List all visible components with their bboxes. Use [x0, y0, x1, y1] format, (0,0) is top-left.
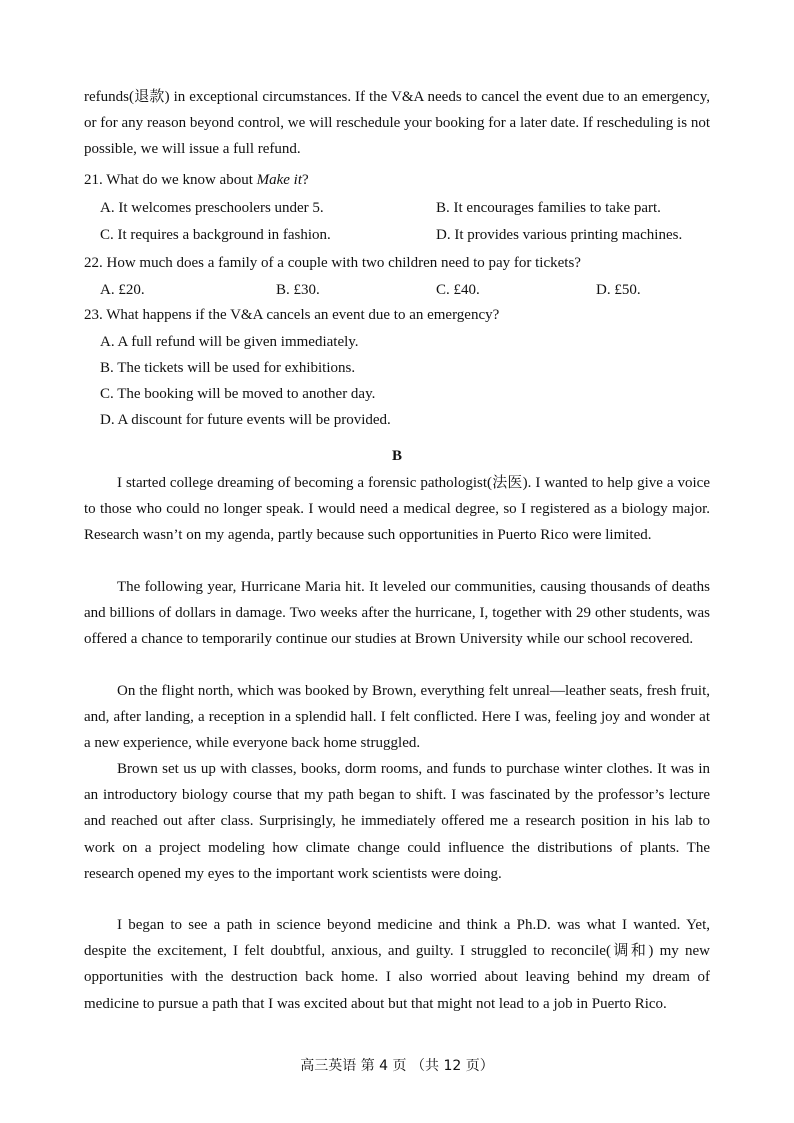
question-23-stem: 23. What happens if the V&A cancels an event due to an emergency?	[84, 307, 500, 323]
page-footer: 高三英语 第 4 页 （共 12 页）	[300, 1058, 494, 1074]
q23-option-b: B. The tickets will be used for exhibitions.	[100, 360, 356, 376]
q23-option-d: D. A discount for future events will be provided.	[100, 412, 391, 428]
q21-option-d: D. It provides various printing machines.	[436, 227, 683, 243]
section-b-paragraph-1: I started college dreaming of becoming a forensic pathologist(法医). I wanted to help give a voice to those who could no longer speak. I would need a medical degree, so I registered as a biology major. Research wasn’t on my agenda, partly because such opportunities in Puerto Rico were limited.	[84, 475, 710, 544]
q21-stem-italic: Make it	[256, 172, 303, 188]
section-b-paragraph-2: The following year, Hurricane Maria hit. It leveled our communities, causing thousands of deaths and billions of dollars in damage. Two weeks after the hurricane, I, together with 29 other students, was offered a chance to temporarily continue our studies at Brown University while our school recovered.	[84, 579, 710, 648]
q21-option-b: B. It encourages families to take part.	[436, 200, 661, 216]
question-22-stem: 22. How much does a family of a couple with two children need to pay for tickets?	[84, 255, 581, 271]
q21-option-c: C. It requires a background in fashion.	[100, 227, 331, 243]
q23-option-a: A. A full refund will be given immediately.	[100, 334, 359, 350]
section-b-heading: B	[391, 448, 402, 464]
q21-option-a: A. It welcomes preschoolers under 5.	[100, 200, 324, 216]
q22-option-a: A. £20.	[100, 282, 145, 298]
q22-option-c: C. £40.	[436, 282, 480, 298]
q23-option-c: C. The booking will be moved to another day.	[100, 386, 376, 402]
q21-stem-prefix: 21. What do we know about	[84, 172, 257, 188]
passage-a-tail: refunds(退款) in exceptional circumstances. If the V&A needs to cancel the event due to an emergency, or for any reason beyond control, we will reschedule your booking for a later date. If rescheduling is not possible, we will issue a full refund.	[84, 89, 710, 158]
section-b-paragraph-3: On the flight north, which was booked by Brown, everything felt unreal—leather seats, fresh fruit, and, after landing, a reception in a splendid hall. I felt conflicted. Here I was, feeling joy and wonder at a new experience, while everyone back home struggled.	[84, 683, 710, 752]
q22-option-b: B. £30.	[276, 282, 320, 298]
section-b-paragraph-5: I began to see a path in science beyond medicine and think a Ph.D. was what I wanted. Yet, despite the excitement, I felt doubtful, anxious, and guilty. I struggled to reconcile(调和) my new opportunities with the destruction back home. I also worried about leaving behind my dream of medicine to pursue a path that I was excited about but that might not lead to a job in Puerto Rico.	[84, 917, 710, 1012]
section-b-paragraph-4: Brown set us up with classes, books, dorm rooms, and funds to purchase winter clothes. It was in an introductory biology course that my path began to shift. I was fascinated by the professor’s lecture and reached out after class. Surprisingly, he immediately offered me a research position in his lab to work on a project modeling how climate change could influence the distributions of plants. The research opened my eyes to the important work scientists were doing.	[84, 761, 710, 882]
q22-option-d: D. £50.	[596, 282, 641, 298]
question-21-stem	[84, 170, 309, 190]
q21-stem-suffix: ?	[302, 172, 309, 188]
